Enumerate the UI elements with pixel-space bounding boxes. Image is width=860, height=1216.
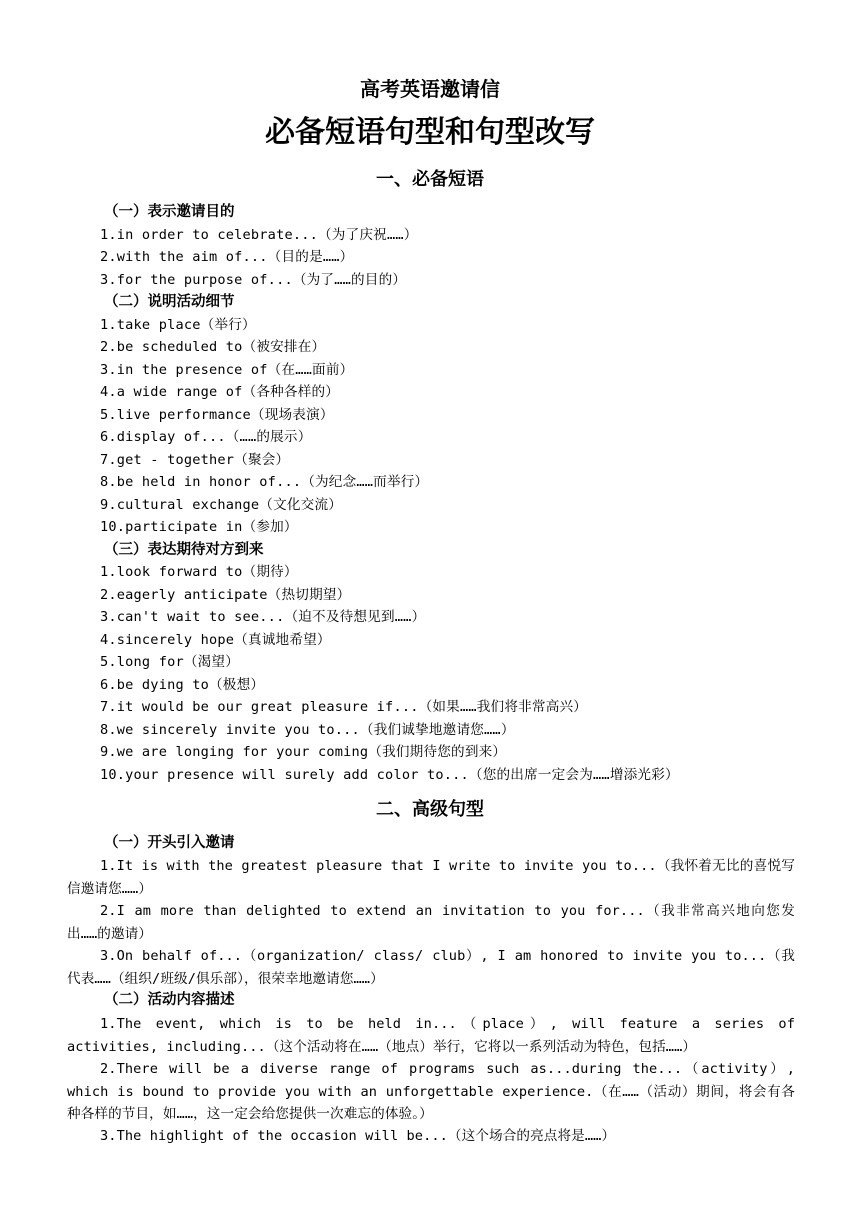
list-item: 7.get - together（聚会） — [100, 452, 290, 468]
list-item: 7.it would be our great pleasure if...（如果……我们将非常高兴） — [100, 699, 588, 715]
group-heading-details: （二）说明活动细节 — [104, 294, 235, 310]
document-subtitle: 必备短语句型和句型改写 — [265, 115, 595, 150]
list-item: 2.eagerly anticipate（热切期望） — [100, 587, 351, 603]
paragraph: 3.The highlight of the occasion will be...（这个场合的亮点将是……） — [100, 1128, 616, 1144]
list-item: 1.in order to celebrate...（为了庆祝……） — [100, 227, 418, 243]
list-item: 2.be scheduled to（被安排在） — [100, 339, 326, 355]
section-heading-sentences: 二、高级句型 — [376, 799, 484, 820]
list-item: 6.be dying to（极想） — [100, 677, 265, 693]
list-item: 9.cultural exchange（文化交流） — [100, 497, 343, 513]
list-item: 5.live performance（现场表演） — [100, 407, 334, 423]
list-item: 8.be held in honor of...（为纪念……而举行） — [100, 474, 429, 490]
list-item: 1.take place（举行） — [100, 317, 256, 333]
list-item: 2.with the aim of...（目的是……） — [100, 249, 354, 265]
group-heading-opening: （一）开头引入邀请 — [104, 835, 235, 851]
list-item: 4.a wide range of（各种各样的） — [100, 384, 340, 400]
document-title: 高考英语邀请信 — [360, 77, 500, 101]
list-item: 5.long for（渴望） — [100, 654, 240, 670]
list-item: 10.your presence will surely add color to...（您的出席一定会为……增添光彩） — [100, 767, 679, 783]
list-item: 10.participate in（参加） — [100, 519, 298, 535]
section-heading-phrases: 一、必备短语 — [376, 169, 484, 190]
list-item: 3.for the purpose of...（为了……的目的） — [100, 272, 407, 288]
paragraph: 2.I am more than delighted to extend an invitation to you for...（我非常高兴地向您发出……的邀请） — [67, 903, 795, 942]
list-item: 8.we sincerely invite you to...（我们诚挚地邀请您……） — [100, 722, 515, 738]
list-item: 1.look forward to（期待） — [100, 564, 298, 580]
paragraph: 2.There will be a diverse range of programs such as...during the...（activity）, which is bound to provide you with an unforgettable experience.（在……（活动）期间，将会有各种各样的节目，如……，这一定会给您提供一次难忘的体验。） — [67, 1061, 795, 1122]
list-item: 4.sincerely hope（真诚地希望） — [100, 632, 331, 648]
list-item: 3.in the presence of（在……面前） — [100, 362, 354, 378]
list-item: 3.can't wait to see...（迫不及待想见到……） — [100, 609, 426, 625]
list-item: 9.we are longing for your coming（我们期待您的到来） — [100, 744, 507, 760]
group-heading-expectation: （三）表达期待对方到来 — [104, 542, 264, 558]
paragraph: 3.On behalf of...（organization/ class/ club）, I am honored to invite you to...（我代表……（组织/班级/俱乐部），很荣幸地邀请您……） — [67, 948, 795, 987]
paragraph: 1.The event, which is to be held in...（place）, will feature a series of activities, including...（这个活动将在……（地点）举行，它将以一系列活动为特色，包括……） — [67, 1016, 795, 1055]
list-item: 6.display of...（……的展示） — [100, 429, 312, 445]
group-heading-purpose: （一）表示邀请目的 — [104, 204, 235, 220]
paragraph: 1.It is with the greatest pleasure that I write to invite you to...（我怀着无比的喜悦写信邀请您……） — [67, 858, 795, 897]
group-heading-content: （二）活动内容描述 — [104, 992, 235, 1008]
